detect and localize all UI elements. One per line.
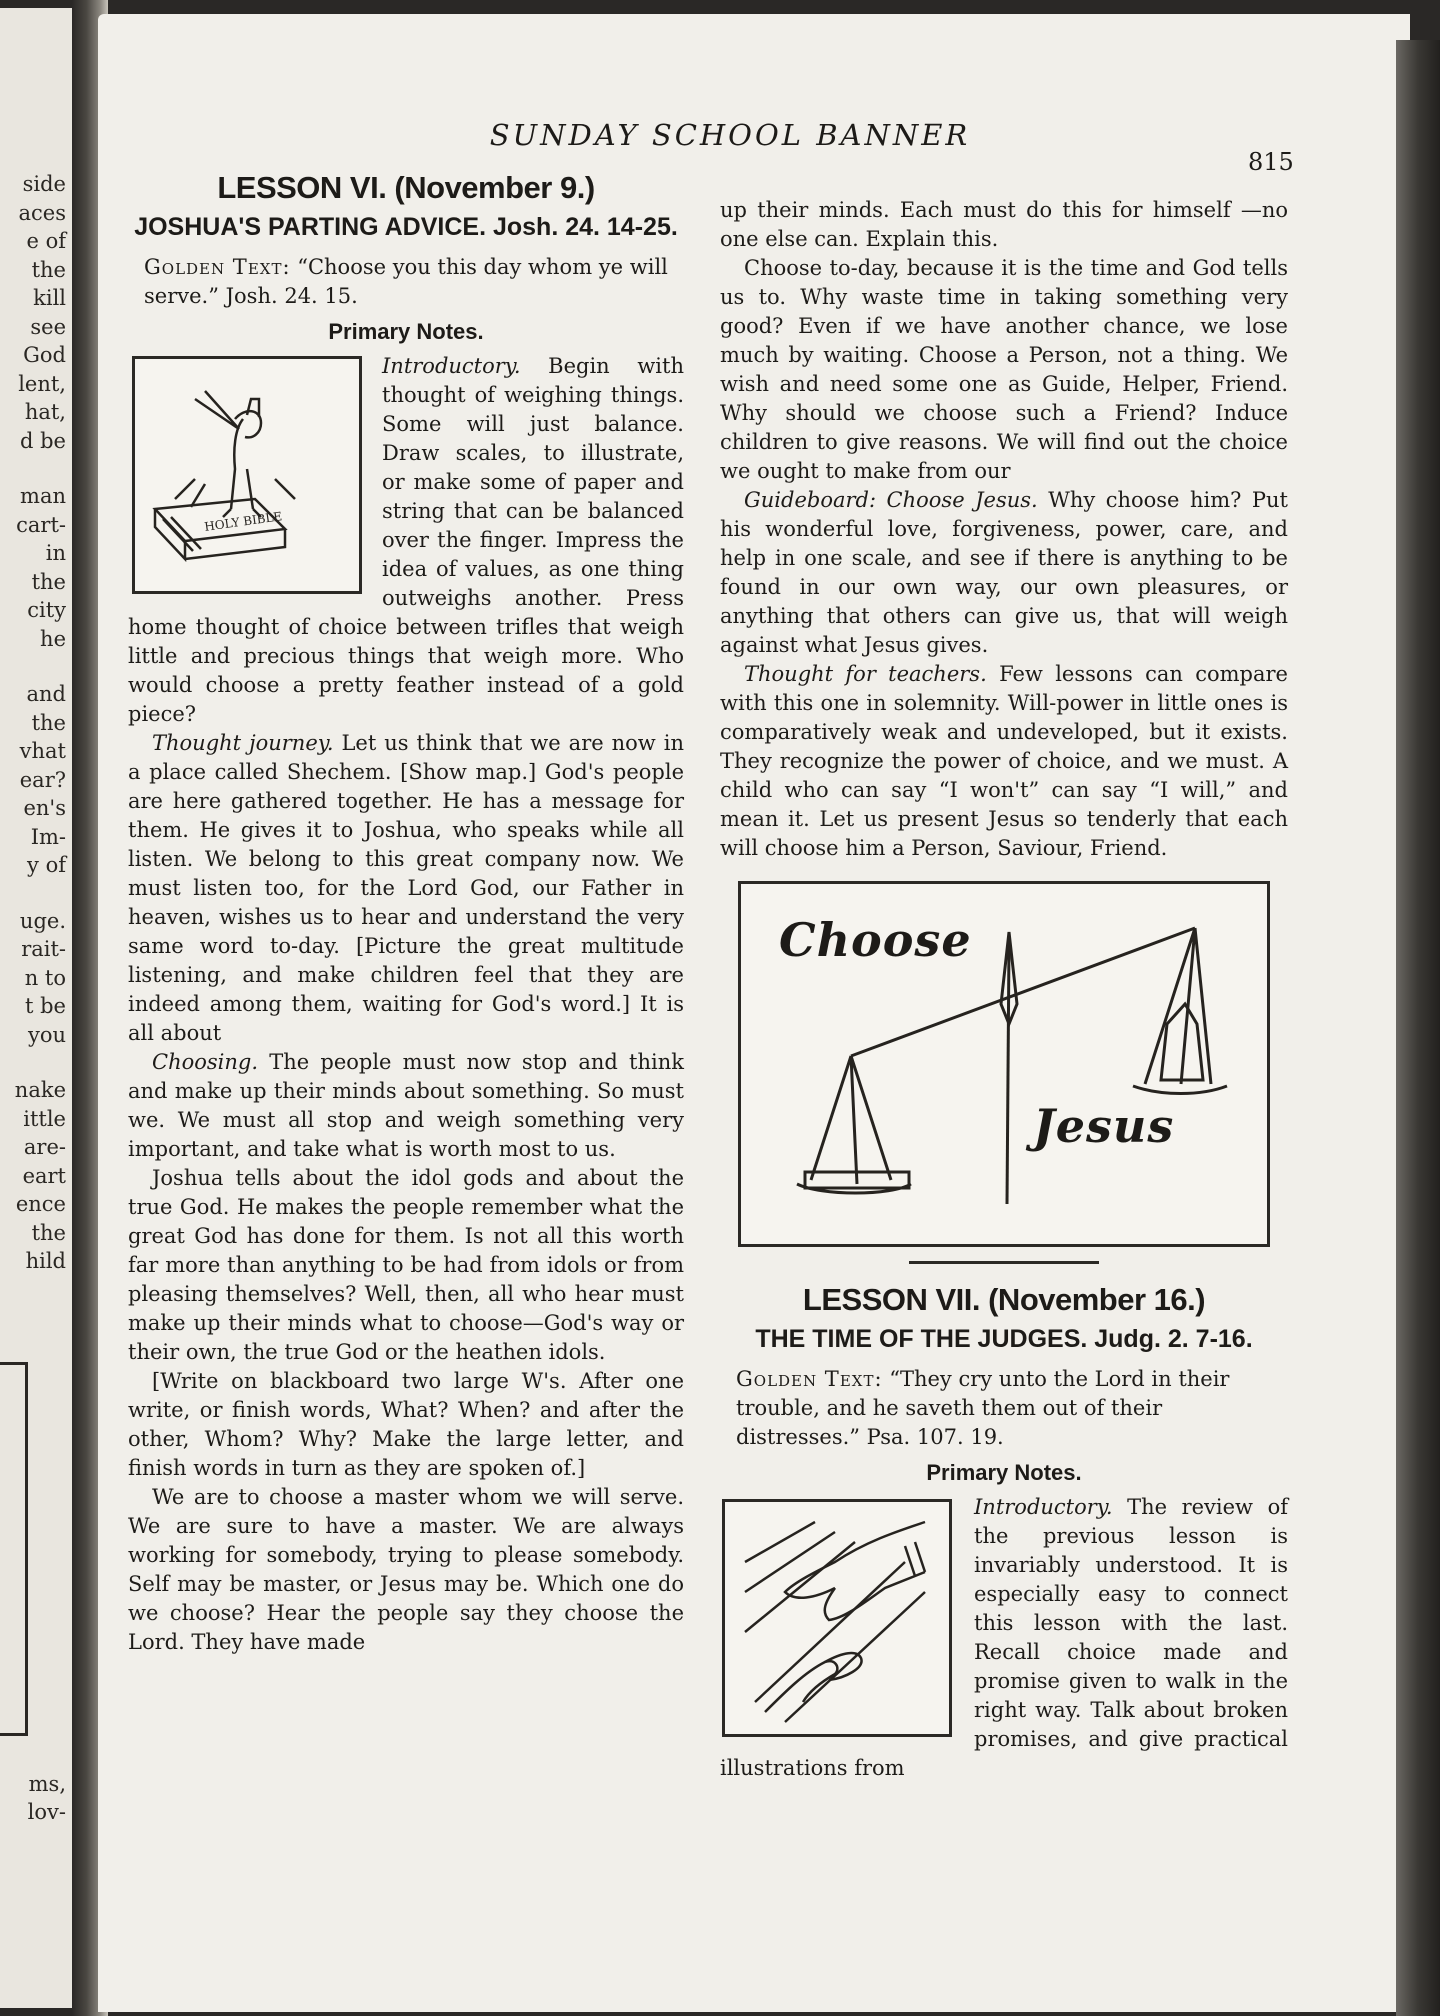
lesson-6-notes-heading: Primary Notes. (328, 319, 484, 344)
left-page-fragment: side (22, 172, 66, 196)
lesson-7-introductory: Introductory. The review of the previous lesson is invariably understood. It is especially easy to connect this lesson with the last. Recall choice made and promise given to walk in the right way. Talk about broken promises, and give practical illustrations from (720, 1495, 1288, 1780)
lesson-6-master: We are to choose a master whom we will serve. We are sure to have a master. We are always working for somebody, trying to please somebody. Self may be master, or Jesus may be. Which one do we choose? Hear the people say they choose the Lord. They have made (128, 1485, 684, 1654)
left-page-fragment: eart (22, 1163, 66, 1188)
golden-text-label: Golden Text: (736, 1367, 883, 1391)
lesson-6-thought-for-teachers: Thought for teachers. Few lessons can compare with this one in solemnity. Will-power in little ones is comparatively weak and undeveloped, but it exists. They recognize the power of choice, and we must. A child who can say “I won't” can say “I will,” and mean it. Let us present Jesus so tenderly that each will choose him a Person, Saviour, Friend. (720, 662, 1288, 860)
left-page-fragment: he (40, 626, 66, 651)
left-page-fragment: e of (26, 229, 66, 253)
left-page-fragment: man (20, 484, 66, 508)
left-page-fragment: ms, (28, 1772, 66, 1796)
lesson-6-blackboard: [Write on blackboard two large W's. After one write, or finish words, What? When? and after the other, Whom? Why? Make the large letter, and finish words in turn as they are spoken of.] (128, 1369, 684, 1480)
left-page-fragment: y of (27, 853, 66, 877)
lesson-7-heading: LESSON VII. (November 16.) (802, 1282, 1206, 1317)
lesson-7-notes-heading: Primary Notes. (926, 1460, 1082, 1485)
column-left (128, 168, 684, 1657)
golden-text-quote: “Choose you this day whom ye will serve.” Josh. 24. 15. (144, 255, 668, 308)
left-page-fragment: lov- (27, 1800, 66, 1824)
left-page-fragment: and (26, 682, 66, 706)
left-page-fragment: ear? (19, 767, 66, 792)
section-divider (909, 1261, 1099, 1264)
left-page-fragment: nake (14, 1078, 66, 1102)
left-page-fragment: see (30, 314, 66, 339)
scale-word-choose: Choose (779, 913, 972, 967)
left-page-fragment: ittle (23, 1106, 66, 1131)
left-page-fragment: in (45, 541, 66, 565)
left-page-fragment: rait- (21, 937, 66, 961)
left-page-fragment: you (27, 1022, 66, 1047)
lesson-6-title: JOSHUA'S PARTING ADVICE. Josh. 24. 14-25. (134, 213, 678, 241)
lesson-6-choosing: Choosing. The people must now stop and think and make up their minds about something. So must we. We must all stop and weigh something very important, and take what is worth most to us. (128, 1050, 684, 1161)
left-page-fragment: city (27, 598, 66, 622)
left-page-fragment: en's (23, 796, 66, 820)
lesson-7-title: THE TIME OF THE JUDGES. Judg. 2. 7-16. (755, 1325, 1253, 1353)
svg-text:HOLY BIBLE: HOLY BIBLE (203, 509, 284, 534)
left-page-fragment: vhat (19, 739, 66, 763)
left-page-fragment: the (31, 710, 66, 735)
golden-text-label: Golden Text: (144, 255, 291, 279)
left-page-fragment: lent, (18, 371, 66, 396)
lesson-6-thought-journey: Thought journey. Let us think that we are now in a place called Shechem. [Show map.] God's people are here gathered together. He has a message for them. He gives it to Joshua, who speaks while all listen. We belong to this great company now. We must listen too, for the Lord God, our Father in heaven, wishes us to hear and understand the very same word to-day. [Picture the great multitude listening, and make children feel that they are indeed among them, waiting for God's word.] It is all about (128, 731, 684, 1045)
lesson-7-golden-text (720, 1365, 1288, 1452)
left-page-fragment: are- (23, 1135, 66, 1159)
left-page-fragment: the (31, 569, 66, 594)
lesson-6-golden-text (128, 253, 684, 311)
golden-text-quote: “They cry unto the Lord in their trouble, and he saveth them out of their distresses.” Psa. 107. 19. (736, 1367, 1230, 1449)
left-page-fragment: n to (24, 965, 66, 990)
left-page-fragment: the (31, 1220, 66, 1245)
running-header: SUNDAY SCHOOL BANNER (489, 118, 971, 152)
lesson-6-continued: up their minds. Each must do this for himself —no one else can. Explain this. (720, 198, 1288, 251)
left-page-fragment: God (23, 343, 66, 367)
left-page-fragment: uge. (19, 908, 66, 933)
man-standing-on-book-icon (132, 356, 362, 594)
left-page-fragment: aces (18, 200, 66, 225)
lesson-6-choose-today: Choose to-day, because it is the time and God tells us to. Why waste time in taking something very good? Even if we have another chance, we lose much by waiting. Choose a Person, not a thing. We wish and need some one as Guide, Helper, Friend. Why should we choose such a Friend? Induce children to give reasons. We will find out the choice we ought to make from our (720, 256, 1288, 483)
lesson-6-introductory: Introductory. Begin with thought of weighing things. Some will just balance. Draw scales, to illustrate, or make some of paper and string that can be balanced over the finger. Impress the idea of values, as one thing outweighs another. Press home thought of choice between trifles that weigh little and precious things that weigh more. Who would choose a pretty feather instead of a gold piece? (128, 354, 684, 726)
left-page-fragment: the (31, 257, 66, 282)
left-page-fragment: kill (33, 286, 66, 310)
lesson-6-guideboard: Guideboard: Choose Jesus. Why choose him? Put his wonderful love, forgiveness, power, care, and help in one scale, and see if there is anything to be found in our own way, our own pleasures, or anything that others can give us, that will weigh against what Jesus gives. (720, 488, 1288, 657)
left-page-text-fragments (0, 8, 72, 2008)
left-page-figure-edge (0, 1362, 28, 1736)
column-right (720, 196, 1288, 1783)
page-number: 815 (1248, 148, 1294, 176)
left-page-fragment: t be (25, 994, 66, 1018)
scale-balance-icon (738, 881, 1270, 1247)
left-page-fragment: d be (20, 428, 66, 453)
hands-clasping-icon (722, 1499, 952, 1737)
left-page-fragment: hild (25, 1249, 66, 1273)
left-page-fragment: hat, (24, 400, 66, 424)
lesson-6-heading: LESSON VI. (November 9.) (217, 170, 595, 205)
book-binding-edge (1396, 40, 1440, 2016)
left-page-fragment: ence (15, 1192, 66, 1216)
left-page-fragment: Im- (30, 824, 66, 849)
left-page-fragment: cart- (16, 512, 66, 537)
lesson-6-joshua-tells: Joshua tells about the idol gods and about the true God. He makes the people remember what the great God has done for them. Is not all this worth far more than anything to be had from idols or from pleasing themselves? Well, then, all who hear must make up their minds what to choose—God's way or their own, the true God or the heathen idols. (128, 1166, 684, 1364)
scale-word-jesus: Jesus (1033, 1099, 1175, 1153)
